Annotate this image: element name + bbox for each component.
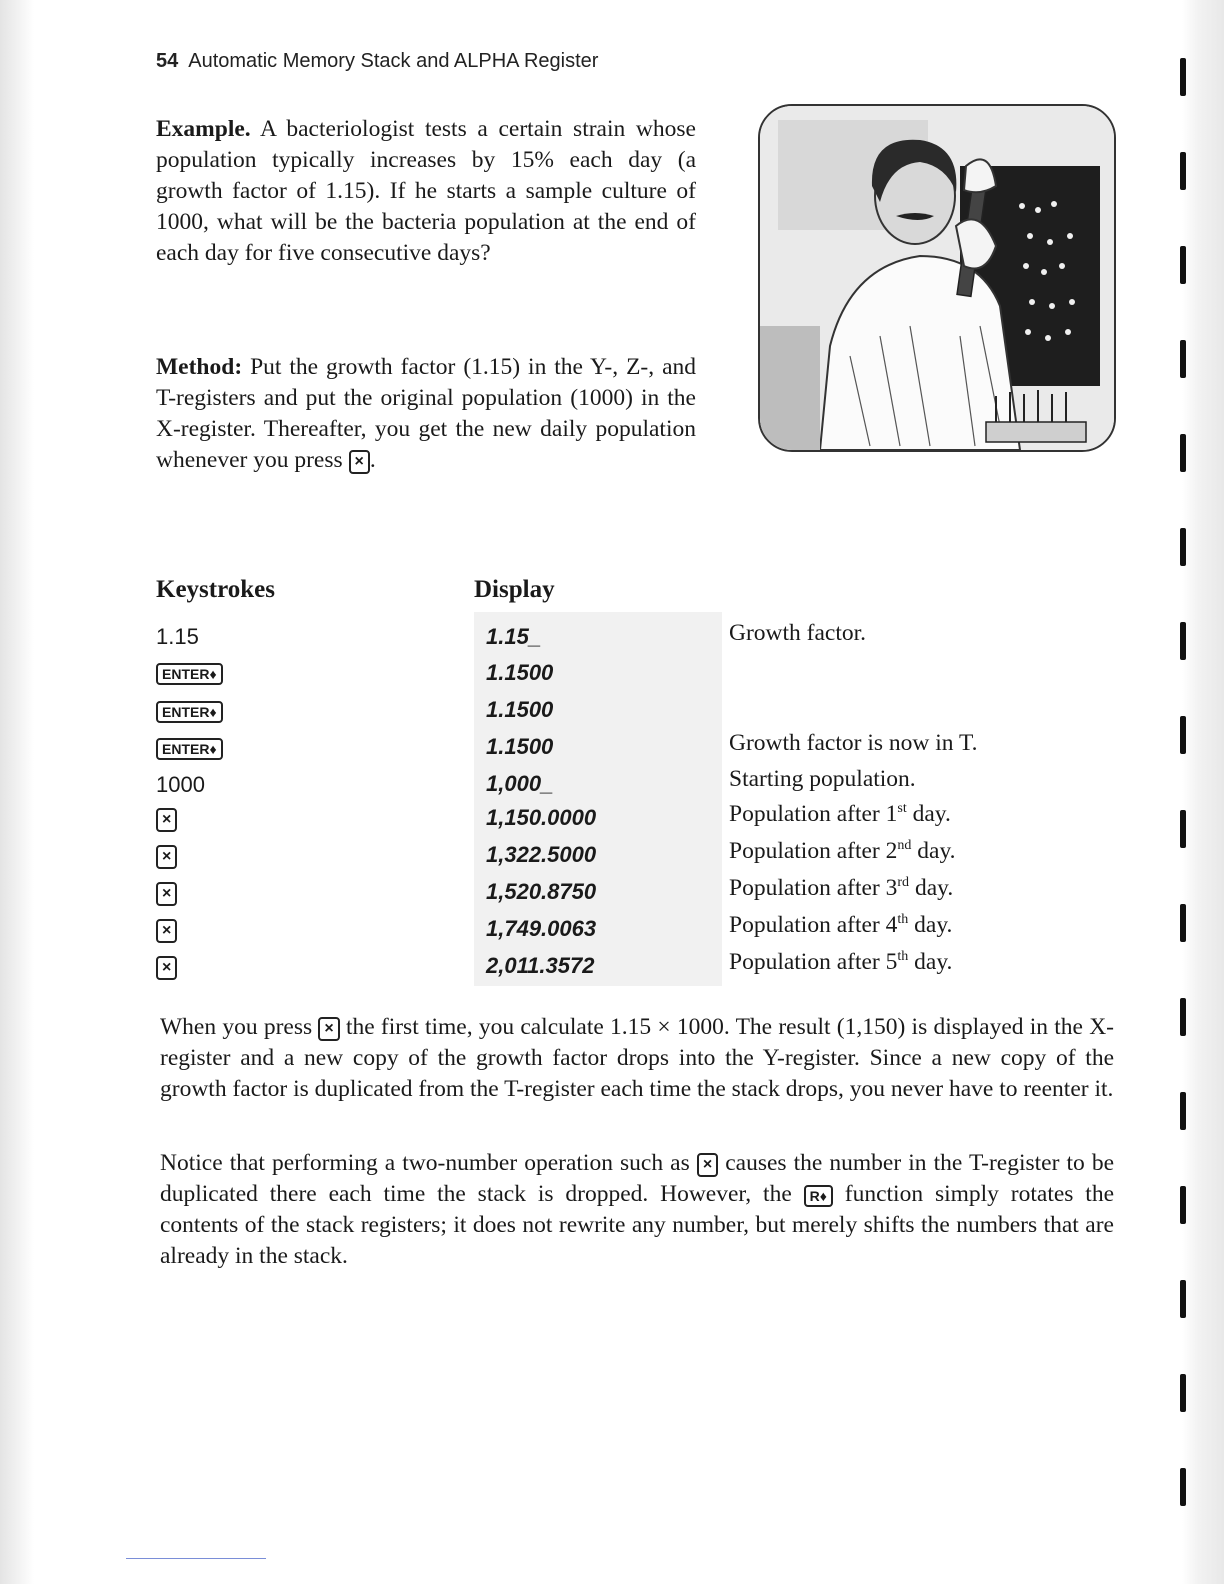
binding-mark [1180,810,1186,848]
binding-mark [1180,528,1186,566]
comment-cell: Population after 4th day. [729,912,953,938]
display-cell: 1,150.0000 [486,805,597,830]
binding-mark [1180,1468,1186,1506]
comment-cell: Growth factor. [729,620,867,646]
binding-mark [1180,152,1186,190]
binding-mark [1180,434,1186,472]
multiply-key: × [156,882,177,906]
display-cell: 1,520.8750 [486,879,597,904]
roll-down-key: R♦ [804,1185,833,1207]
display-cell: 1,749.0063 [486,916,597,941]
page-header [156,50,598,73]
page-number: 54 [156,50,179,72]
display-cell: 1,322.5000 [486,842,597,867]
method-label: Method: [156,354,243,380]
enter-key: ENTER♦ [156,663,223,685]
comment-cell: Population after 3rd day. [729,875,954,901]
comment-cell: Population after 1st day. [729,801,951,827]
multiply-key: × [156,845,177,869]
example-label: Example. [156,116,251,142]
example-text: A bacteriologist tests a certain strain whose population typically increases by 15% each day (a growth factor of 1.15). If he starts a sample culture of 1000, what will be the bacteria population at the end of each day for five consecutive days? [156,116,696,266]
display-cell: 1.1500 [486,660,554,685]
comment-cell: Population after 2nd day. [729,838,956,864]
binding-mark [1180,340,1186,378]
method-paragraph [156,352,696,476]
body-paragraph-2: Notice that performing a two-number operation such as × causes the number in the T-register to be duplicated there each time the stack is dropped. However, the R♦ function simply rotates the contents of the stack registers; it does not rewrite any number, but merely shifts the numbers that are already in the stack. [160,1150,1115,1269]
binding-mark [1180,246,1186,284]
binding-mark [1180,716,1186,754]
enter-key: ENTER♦ [156,738,223,760]
binding-mark [1180,622,1186,660]
display-cell: 1.1500 [486,697,554,722]
display-cell: 1.1500 [486,734,554,759]
binding-mark [1180,1186,1186,1224]
footer-rule [126,1558,266,1559]
binding-mark [1180,1092,1186,1130]
binding-mark [1180,998,1186,1036]
multiply-key: × [697,1153,718,1177]
display-cell: 1.15_ [486,624,542,649]
display-cell: 1,000_ [486,771,554,796]
keystroke-cell: 1000 [156,772,205,797]
keystroke-cell: 1.15 [156,624,199,649]
comment-cell: Growth factor is now in T. [729,730,978,756]
chapter-title: Automatic Memory Stack and ALPHA Register [188,50,599,72]
method-end: . [369,447,376,473]
page-right-edge [1182,0,1224,1584]
example-paragraph [156,114,696,269]
display-header: Display [474,576,555,603]
binding-mark [1180,904,1186,942]
binding-mark [1180,58,1186,96]
binding-mark [1180,1280,1186,1318]
page-left-edge [0,0,34,1584]
multiply-key: × [156,808,177,832]
binding-mark [1180,1374,1186,1412]
comment-cell: Population after 5th day. [729,949,953,975]
comment-cell: Starting population. [729,766,916,792]
multiply-key: × [156,919,177,943]
display-cell: 2,011.3572 [486,953,595,978]
keystrokes-header: Keystrokes [156,576,275,603]
multiply-key: × [318,1017,339,1041]
multiply-key: × [349,450,370,474]
multiply-key: × [156,956,177,980]
body-paragraph-1: When you press × the first time, you calculate 1.15 × 1000. The result (1,150) is displayed in the X-register and a new copy of the growth factor drops into the Y-register. Since a new copy of the growth factor is duplicated from the T-register each time the stack drops, you never have to reenter it. [160,1014,1114,1102]
method-text: Put the growth factor (1.15) in the Y-, Z-, and T-registers and put the original population (1000) in the X-register. Thereafter, you get the new daily population whenever you press [156,354,697,473]
enter-key: ENTER♦ [156,701,223,723]
scientist-illustration [758,104,1116,452]
